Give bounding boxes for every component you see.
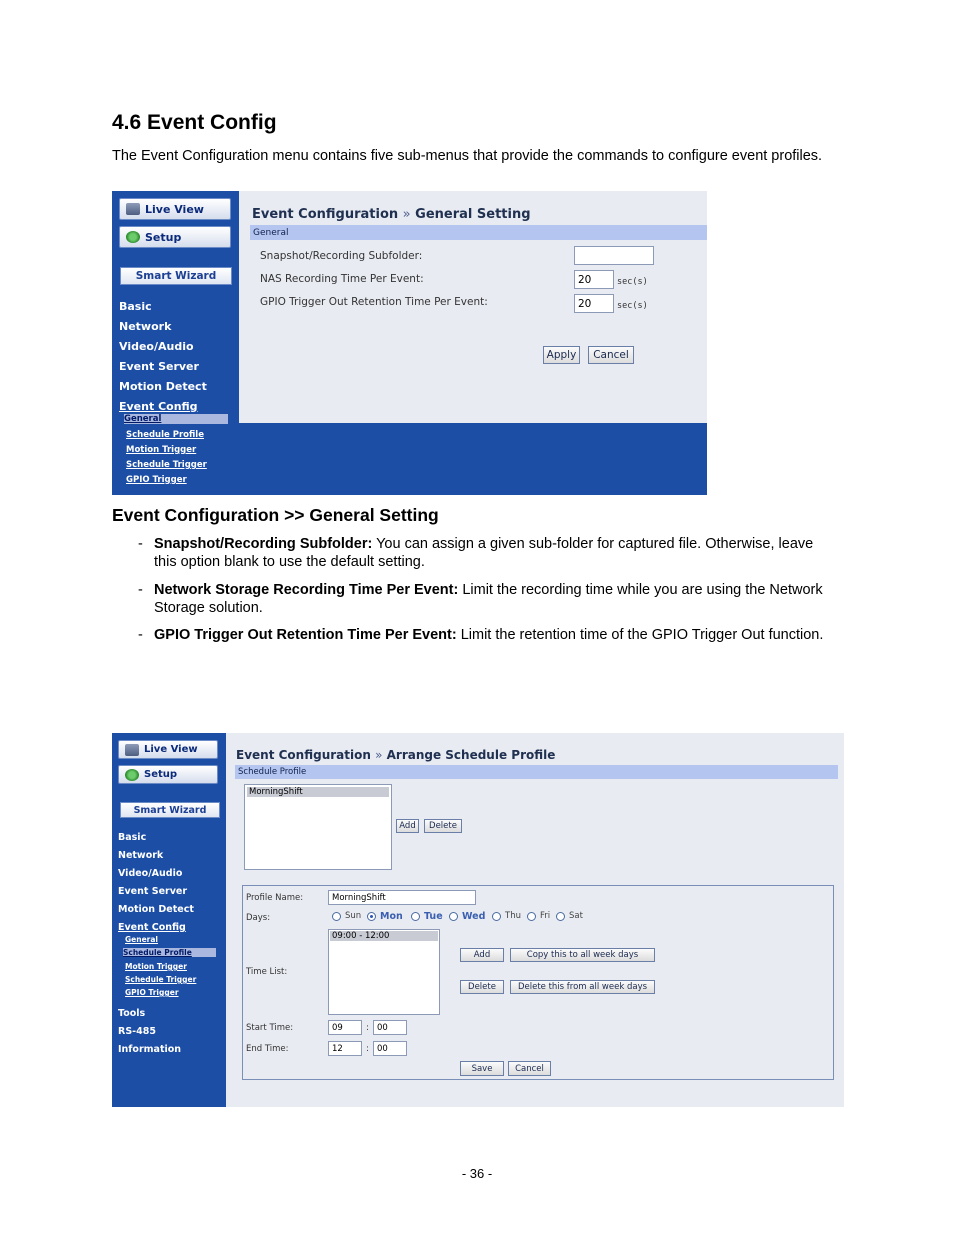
profile-list[interactable] (244, 784, 392, 870)
menu-video-audio[interactable]: Video/Audio (119, 340, 194, 353)
profile-name-input[interactable]: MorningShift (328, 890, 476, 905)
day-fri[interactable] (527, 911, 550, 921)
menu-video-audio[interactable]: Video/Audio (118, 868, 183, 879)
submenu-schedule-trigger[interactable]: Schedule Trigger (125, 975, 197, 984)
bullet-term: GPIO Trigger Out Retention Time Per Event: (154, 627, 457, 643)
smart-wizard-button[interactable]: Smart Wizard (120, 267, 232, 285)
delete-profile-button[interactable]: Delete (424, 819, 462, 833)
add-profile-button[interactable]: Add (396, 819, 419, 833)
menu-event-server[interactable]: Event Server (119, 360, 199, 373)
radio-icon[interactable] (332, 912, 341, 921)
subfolder-input[interactable] (574, 246, 654, 265)
bullet-dash: - (138, 627, 143, 643)
day-thu[interactable] (492, 911, 521, 921)
setup-button[interactable] (119, 226, 231, 248)
submenu-general[interactable]: General (125, 935, 158, 944)
start-colon: : (366, 1023, 369, 1033)
submenu-schedule-profile[interactable]: Schedule Profile (126, 430, 204, 440)
setup-label: Setup (145, 230, 182, 244)
cancel-button[interactable]: Cancel (588, 346, 634, 364)
content-panel (239, 191, 707, 423)
delete-time-button[interactable]: Delete (460, 980, 504, 994)
content-panel (226, 733, 844, 1107)
setup-icon (125, 769, 139, 781)
days-label: Days: (246, 913, 271, 923)
submenu-general[interactable]: General (124, 414, 228, 424)
day-sun[interactable] (332, 911, 361, 921)
camera-icon (125, 744, 139, 756)
gpio-time-unit: sec(s) (617, 301, 648, 311)
crumb-main: Event Configuration (236, 748, 371, 762)
end-hour-input[interactable]: 12 (328, 1041, 362, 1056)
crumb-separator: » (402, 207, 411, 222)
radio-icon[interactable] (449, 912, 458, 921)
apply-button[interactable]: Apply (543, 346, 580, 364)
live-view-label: Live View (144, 744, 198, 755)
radio-icon[interactable] (527, 912, 536, 921)
start-time-label: Start Time: (246, 1023, 294, 1033)
bullet-subfolder (138, 535, 828, 571)
day-label: Mon (380, 911, 403, 922)
bullet-dash: - (138, 582, 143, 598)
bullet-dash: - (138, 536, 143, 552)
day-mon[interactable] (367, 911, 403, 922)
submenu-gpio-trigger[interactable]: GPIO Trigger (125, 988, 179, 997)
radio-icon[interactable] (492, 912, 501, 921)
gpio-time-label: GPIO Trigger Out Retention Time Per Event: (260, 296, 488, 308)
menu-network[interactable]: Network (118, 850, 164, 861)
bullet-text: Limit the recording time while you are using the Network Storage solution. (154, 582, 823, 616)
submenu-schedule-profile[interactable]: Schedule Profile (123, 948, 216, 957)
camera-icon (126, 203, 140, 215)
nas-time-label: NAS Recording Time Per Event: (260, 273, 424, 285)
intro-paragraph: The Event Configuration menu contains five sub-menus that provide the commands to configure event profiles. (112, 148, 823, 164)
menu-rs485[interactable]: RS-485 (118, 1026, 156, 1037)
nas-time-unit: sec(s) (617, 277, 648, 287)
day-label: Wed (462, 911, 486, 922)
day-sat[interactable] (556, 911, 583, 921)
bullet-term: Snapshot/Recording Subfolder: (154, 536, 373, 552)
submenu-gpio-trigger[interactable]: GPIO Trigger (126, 475, 187, 485)
day-tue[interactable] (411, 911, 443, 922)
crumb-sub: Arrange Schedule Profile (386, 748, 556, 762)
cancel-button[interactable]: Cancel (508, 1061, 551, 1076)
menu-information[interactable]: Information (118, 1044, 182, 1055)
menu-network[interactable]: Network (119, 320, 172, 333)
page-number: - 36 - (461, 1166, 493, 1181)
live-view-button[interactable] (118, 740, 218, 759)
submenu-schedule-trigger[interactable]: Schedule Trigger (126, 460, 207, 470)
day-label: Fri (540, 911, 551, 921)
crumb-sub: General Setting (415, 207, 531, 222)
save-button[interactable]: Save (460, 1061, 504, 1076)
day-label: Sat (569, 911, 583, 921)
bullet-term: Network Storage Recording Time Per Event: (154, 582, 459, 598)
radio-icon[interactable] (411, 912, 420, 921)
submenu-motion-trigger[interactable]: Motion Trigger (126, 445, 197, 455)
bullet-text: You can assign a given sub-folder for captured file. Otherwise, leave this option blank to use the default setting. (154, 536, 814, 570)
menu-event-config[interactable]: Event Config (119, 400, 198, 413)
bullet-gpio-time (138, 626, 828, 644)
menu-basic[interactable]: Basic (119, 300, 152, 313)
crumb-main: Event Configuration (252, 207, 399, 222)
profile-name-label: Profile Name: (246, 893, 304, 903)
submenu-motion-trigger[interactable]: Motion Trigger (125, 962, 187, 971)
section-band: Schedule Profile (235, 765, 838, 779)
copy-all-days-button[interactable]: Copy this to all week days (510, 948, 655, 962)
time-list[interactable] (328, 929, 440, 1015)
live-view-label: Live View (145, 202, 204, 216)
nas-time-input[interactable]: 20 (574, 270, 614, 289)
add-time-button[interactable]: Add (460, 948, 504, 962)
delete-all-days-button[interactable]: Delete this from all week days (510, 980, 655, 994)
gpio-time-input[interactable]: 20 (574, 294, 614, 313)
day-wed[interactable] (449, 911, 485, 922)
menu-tools[interactable]: Tools (118, 1008, 146, 1019)
setup-label: Setup (144, 769, 178, 780)
menu-event-config[interactable]: Event Config (118, 922, 186, 933)
time-list-item[interactable]: 09:00 - 12:00 (330, 931, 438, 941)
breadcrumb (252, 207, 531, 222)
radio-icon[interactable] (367, 912, 376, 921)
profile-list-item[interactable]: MorningShift (247, 787, 389, 797)
time-list-label: Time List: (246, 967, 288, 977)
crumb-separator: » (375, 748, 383, 762)
schedule-profile-screenshot (112, 733, 844, 1107)
section-title: 4.6 Event Config (112, 111, 277, 134)
profile-editor (242, 885, 834, 1080)
radio-icon[interactable] (556, 912, 565, 921)
smart-wizard-button[interactable]: Smart Wizard (120, 802, 220, 818)
menu-basic[interactable]: Basic (118, 832, 147, 843)
end-colon: : (366, 1044, 369, 1054)
day-label: Tue (424, 911, 443, 922)
end-minute-input[interactable]: 00 (373, 1041, 407, 1056)
menu-motion-detect[interactable]: Motion Detect (119, 380, 207, 393)
subsection-heading: Event Configuration >> General Setting (112, 505, 439, 525)
menu-motion-detect[interactable]: Motion Detect (118, 904, 194, 915)
general-setting-screenshot (112, 191, 707, 495)
menu-event-server[interactable]: Event Server (118, 886, 188, 897)
setup-icon (126, 231, 140, 243)
live-view-button[interactable] (119, 198, 231, 220)
day-label: Thu (505, 911, 521, 921)
subfolder-label: Snapshot/Recording Subfolder: (260, 250, 423, 262)
bullet-text: Limit the retention time of the GPIO Trigger Out function. (456, 627, 824, 643)
start-minute-input[interactable]: 00 (373, 1020, 407, 1035)
day-label: Sun (345, 911, 362, 921)
section-band: General (250, 225, 707, 240)
bullet-nas-time (138, 581, 828, 617)
end-time-label: End Time: (246, 1044, 289, 1054)
breadcrumb (236, 748, 555, 762)
start-hour-input[interactable]: 09 (328, 1020, 362, 1035)
setup-button[interactable] (118, 765, 218, 784)
